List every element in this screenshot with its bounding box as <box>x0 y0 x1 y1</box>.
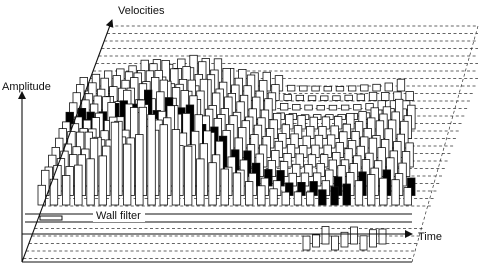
spectrum-bar <box>209 163 217 205</box>
amplitude-label: Amplitude <box>2 81 51 93</box>
spectrum-bar <box>333 96 341 101</box>
spectrum-bar <box>380 178 388 205</box>
spectrum-bar <box>87 159 95 205</box>
spectrum-bar <box>345 95 353 100</box>
spectrum-bar <box>300 86 308 91</box>
spectrum-bar <box>392 180 400 205</box>
spectrum-bar <box>382 92 390 100</box>
spectrum-bar <box>306 192 314 205</box>
spectrum-bar <box>136 135 144 206</box>
filtered-bar <box>370 230 377 247</box>
filtered-bar <box>360 236 367 250</box>
spectrum-bar <box>123 144 130 205</box>
spectrum-bar <box>357 94 365 100</box>
spectrum-bar <box>160 125 168 205</box>
spectrum-bar <box>336 87 344 92</box>
spectrum-bar <box>341 105 349 110</box>
spectrum-bar <box>270 189 278 205</box>
spectrum-bar <box>284 95 292 101</box>
spectrum-bar <box>312 86 320 91</box>
filtered-bar <box>351 227 358 244</box>
grid-edge <box>412 26 478 262</box>
velocities-label: Velocities <box>118 5 165 17</box>
spectrum-bar <box>406 92 414 101</box>
spectrum-bar <box>348 86 356 91</box>
spectrum-bar <box>373 84 381 91</box>
spectrum-bar <box>197 159 205 205</box>
spectrum-bar <box>305 105 313 110</box>
spectrum-bar <box>324 86 332 91</box>
spectrum-bar <box>62 176 70 206</box>
spectrum-bar <box>397 79 405 91</box>
filtered-bar <box>332 236 339 250</box>
spectrum-bar <box>111 122 119 205</box>
spectrum-bar <box>172 130 180 205</box>
spectrum-bar <box>282 192 290 205</box>
spectrum-bar <box>355 181 363 205</box>
wall-filter-gap <box>40 216 62 220</box>
filtered-bar <box>379 229 386 244</box>
spectrum-bar-peak <box>331 187 339 205</box>
spectrum-bar-peak <box>343 184 351 205</box>
spectrum-bar <box>75 165 83 205</box>
spectrum-bar <box>258 186 266 205</box>
spectrum-bar <box>287 85 295 91</box>
spectrum-bar <box>321 96 329 101</box>
spectrum-bar <box>367 175 375 205</box>
spectrum-bar <box>221 169 229 205</box>
wall-filter-label: Wall filter <box>96 210 141 222</box>
filtered-bar <box>313 235 320 247</box>
spectrum-bar-peak <box>319 190 327 205</box>
filtered-bar <box>322 227 329 245</box>
spectrum-bar <box>99 156 107 205</box>
spectrum-bar <box>404 188 412 205</box>
spectrum-bar <box>369 92 377 100</box>
spectrum-bar <box>317 105 325 110</box>
filtered-bars <box>303 227 386 251</box>
spectrum-bar <box>294 192 302 205</box>
spectrum-bar <box>308 96 316 101</box>
spectrum-bar <box>245 182 253 205</box>
spectrum-bar <box>184 146 192 205</box>
wall-filter-band <box>25 214 412 222</box>
spectrum-bar <box>233 173 241 205</box>
spectrum-bar <box>280 103 288 110</box>
spectrum-bar <box>329 105 337 110</box>
spectrum-bar <box>148 115 156 206</box>
time-label: Time <box>418 231 443 243</box>
spectrum-bar <box>385 83 393 91</box>
spectrum-bar <box>354 105 362 111</box>
filtered-bar <box>303 236 310 250</box>
spectrum-bar <box>293 104 301 110</box>
spectrum-bar <box>296 95 304 100</box>
spectrum-bar <box>361 85 369 91</box>
spectrum-bars <box>38 55 415 205</box>
